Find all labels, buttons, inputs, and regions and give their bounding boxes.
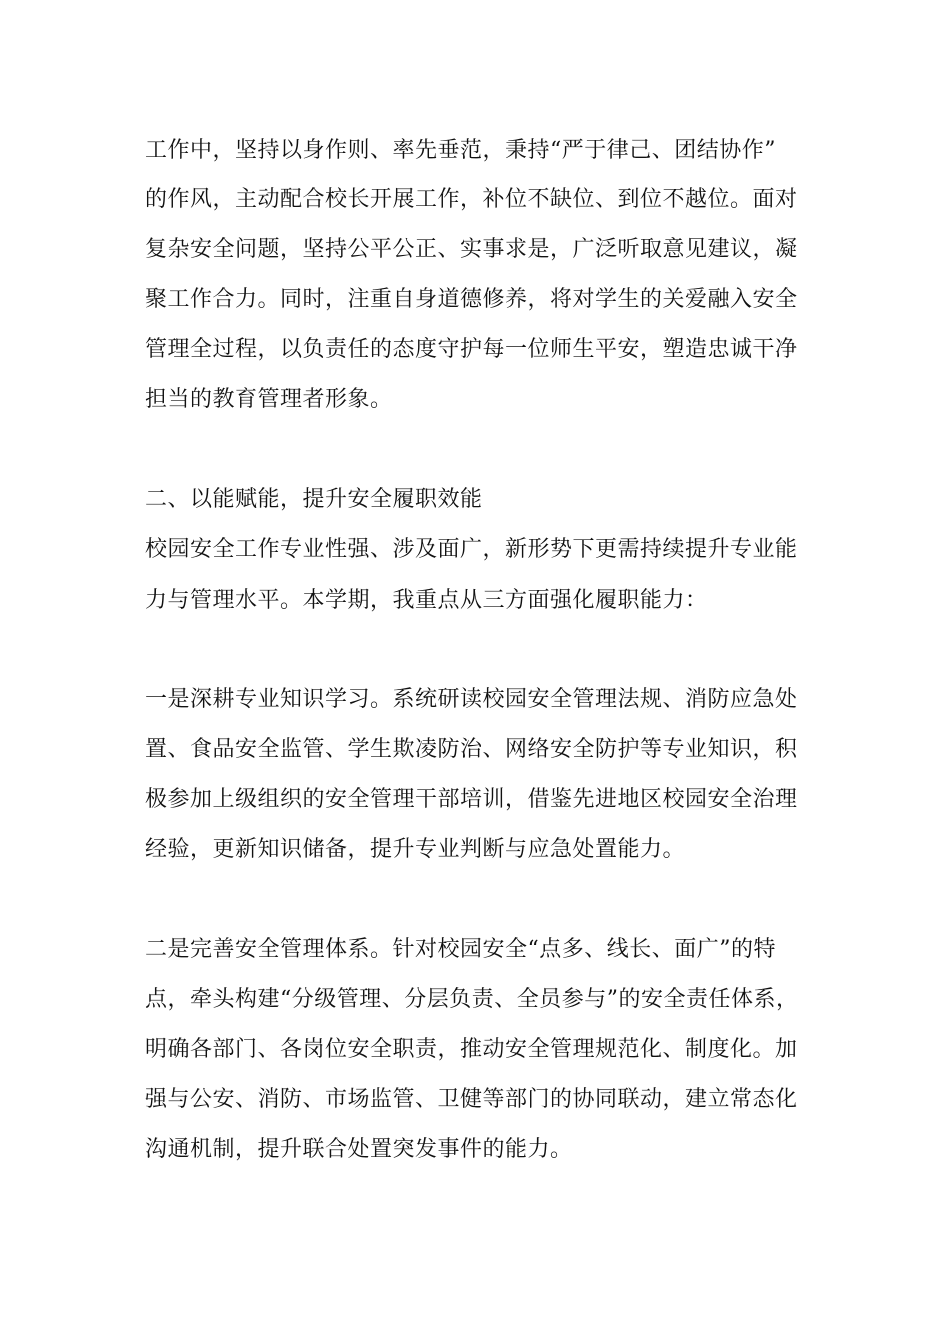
text-line: 经验，更新知识储备，提升专业判断与应急处置能力。 xyxy=(145,837,686,862)
text-line: 复杂安全问题，坚持公平公正、实事求是，广泛听取意见建议，凝 xyxy=(145,237,798,262)
text-line: 一是深耕专业知识学习。系统研读校园安全管理法规、消防应急处 xyxy=(145,687,798,712)
text-line: 极参加上级组织的安全管理干部培训，借鉴先进地区校园安全治理 xyxy=(145,787,798,812)
text-line: 沟通机制，提升联合处置突发事件的能力。 xyxy=(145,1137,573,1162)
text-line: 聚工作合力。同时，注重自身道德修养，将对学生的关爱融入安全 xyxy=(145,287,798,312)
text-line: 担当的教育管理者形象。 xyxy=(145,387,393,412)
text-line: 二是完善安全管理体系。针对校园安全“点多、线长、面广”的特 xyxy=(145,937,776,962)
section-heading: 二、以能赋能，提升安全履职效能 xyxy=(145,487,483,512)
text-line: 点，牵头构建“分级管理、分层负责、全员参与”的安全责任体系， xyxy=(145,987,799,1012)
text-line: 工作中，坚持以身作则、率先垂范，秉持“严于律己、团结协作” xyxy=(145,138,776,163)
text-line: 强与公安、消防、市场监管、卫健等部门的协同联动，建立常态化 xyxy=(145,1087,798,1112)
text-line: 的作风，主动配合校长开展工作，补位不缺位、到位不越位。面对 xyxy=(145,187,798,212)
text-line: 管理全过程，以负责任的态度守护每一位师生平安，塑造忠诚干净 xyxy=(145,337,798,362)
text-line: 力与管理水平。本学期，我重点从三方面强化履职能力： xyxy=(145,588,708,613)
text-line: 明确各部门、各岗位安全职责，推动安全管理规范化、制度化。加 xyxy=(145,1037,798,1062)
text-line: 置、食品安全监管、学生欺凌防治、网络安全防护等专业知识，积 xyxy=(145,737,798,762)
text-line: 校园安全工作专业性强、涉及面广，新形势下更需持续提升专业能 xyxy=(145,537,798,562)
